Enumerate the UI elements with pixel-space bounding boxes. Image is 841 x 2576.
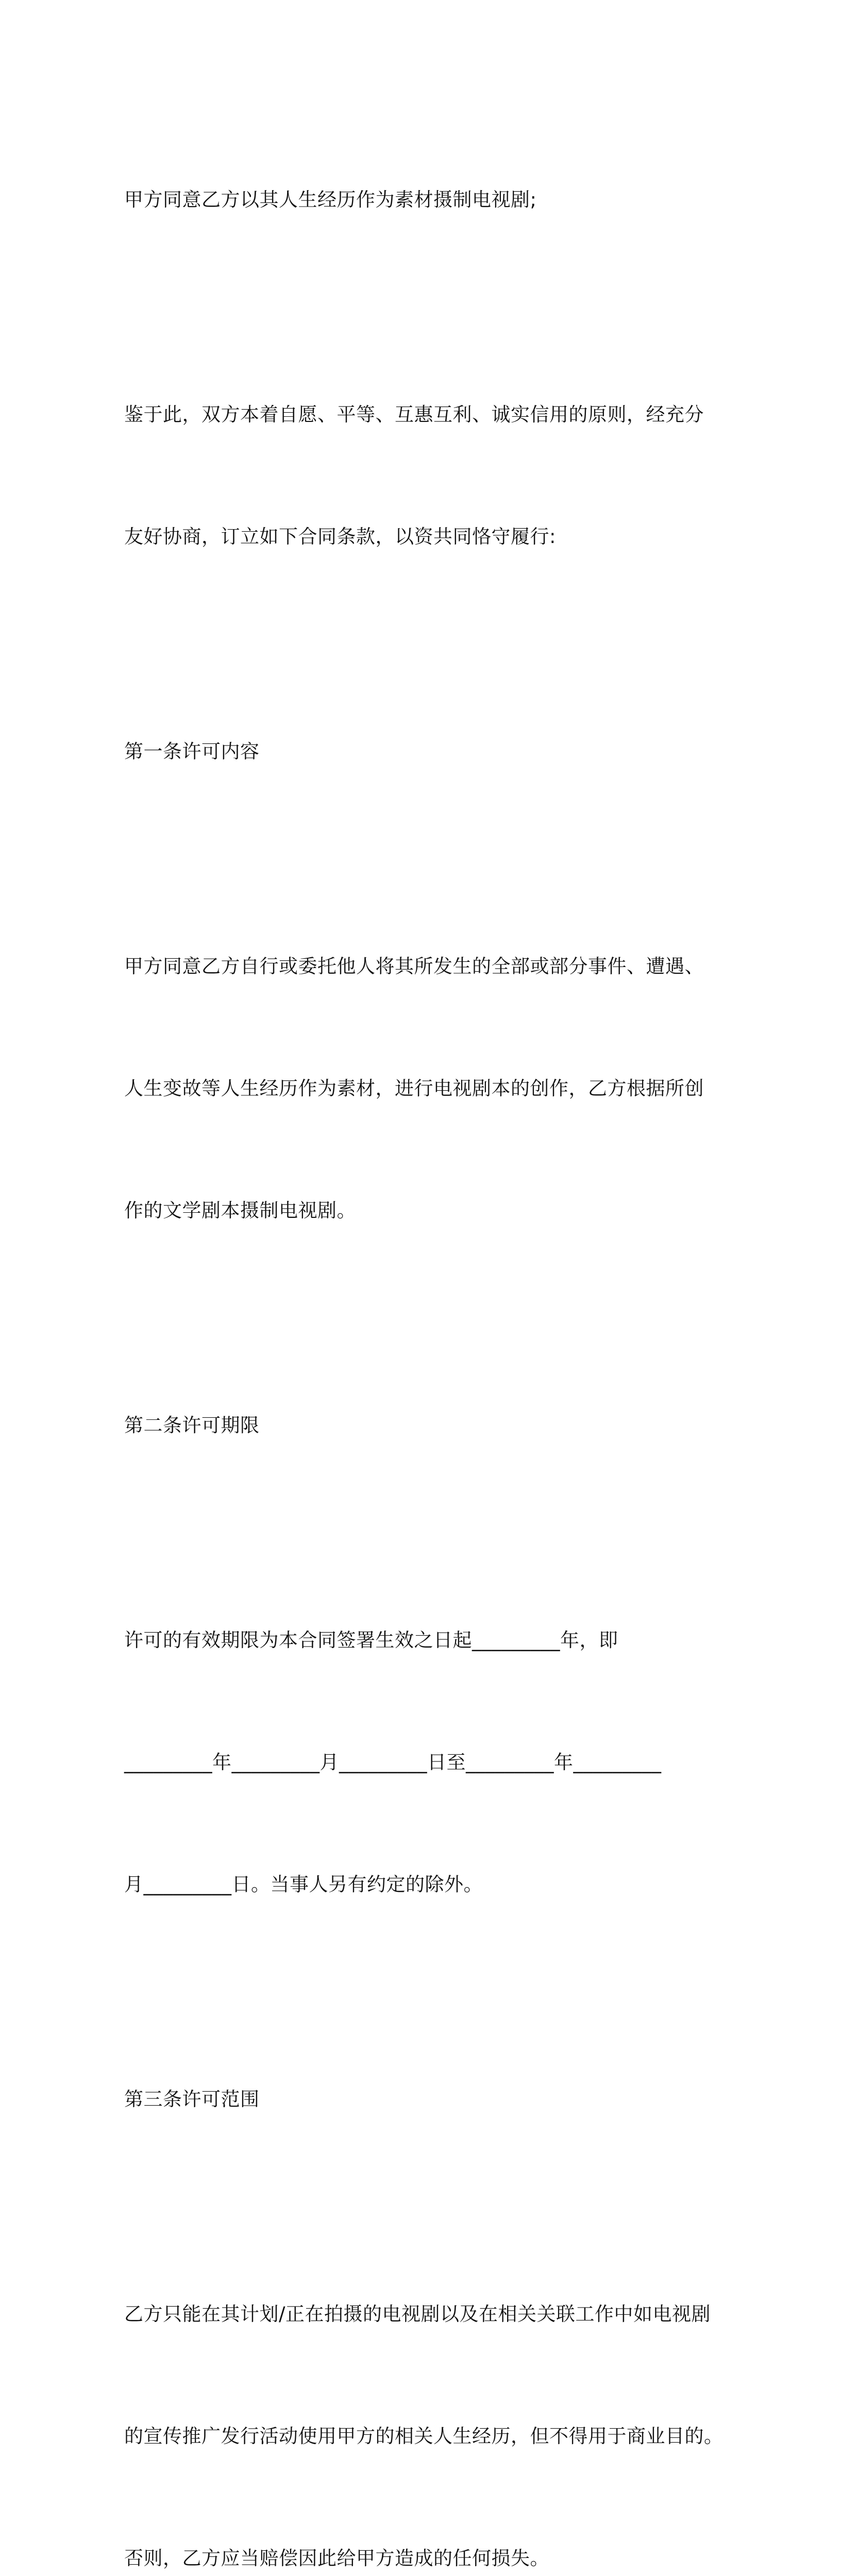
article-3-body — [124, 2212, 724, 2576]
text-line: 许可的有效期限为本合同签署生效之日起_________年，即 — [124, 1629, 618, 1651]
text-line: 的宣传推广发行活动使用甲方的相关人生经历，但不得用于商业目的。 — [124, 2425, 724, 2447]
text-line: 作的文学剧本摄制电视剧。 — [124, 1199, 356, 1222]
text-line: 友好协商，订立如下合同条款，以资共同恪守履行: — [124, 526, 556, 548]
document-body — [124, 98, 724, 2576]
text-line: _________年_________月_________日至_________年_________ — [124, 1751, 662, 1773]
text-line: 月_________日。当事人另有约定的除外。 — [124, 1873, 483, 1895]
heading-text: 第二条许可期限 — [124, 1414, 260, 1436]
article-1-heading — [124, 650, 717, 853]
heading-text: 第三条许可范围 — [124, 2088, 260, 2110]
heading-text: 第一条许可内容 — [124, 740, 260, 762]
text-line: 乙方只能在其计划/正在拍摄的电视剧以及在相关关联工作中如电视剧 — [124, 2303, 711, 2325]
paragraph-intro-consent — [124, 98, 717, 301]
text-line: 鉴于此，双方本着自愿、平等、互惠互利、诚实信用的原则，经充分 — [124, 403, 704, 426]
text-line: 甲方同意乙方自行或委托他人将其所发生的全部或部分事件、遭遇、 — [124, 955, 704, 977]
article-1-body — [124, 865, 717, 1312]
paragraph-intro-principle — [124, 313, 717, 638]
article-2-heading — [124, 1324, 717, 1527]
text-line: 否则，乙方应当赔偿因此给甲方造成的任何损失。 — [124, 2547, 549, 2569]
text-line: 甲方同意乙方以其人生经历作为素材摄制电视剧; — [124, 189, 537, 211]
text-line: 人生变故等人生经历作为素材，进行电视剧本的创作，乙方根据所创 — [124, 1077, 704, 1099]
article-3-heading — [124, 1997, 717, 2201]
article-2-body — [124, 1538, 717, 1986]
